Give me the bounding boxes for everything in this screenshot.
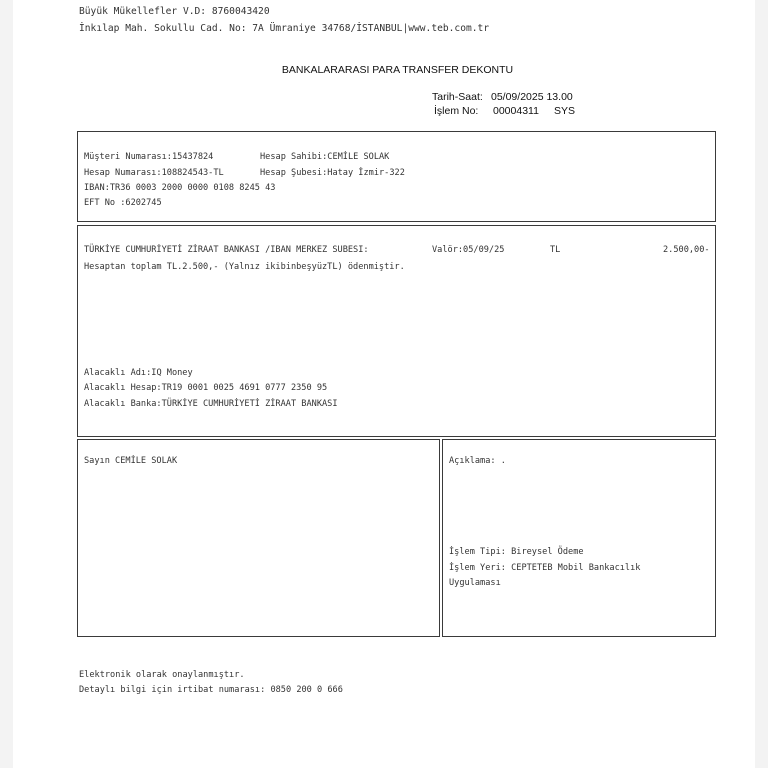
receiving-bank-branch: TÜRKİYE CUMHURİYETİ ZİRAAT BANKASI /IBAN MERKEZ SUBESI: — [84, 245, 369, 255]
account-branch-label: Hesap Şubesi: — [260, 168, 328, 178]
recipient-name — [84, 369, 193, 378]
eft-number-value: 6202745 — [125, 198, 162, 208]
account-holder-value: CEMİLE SOLAK — [327, 152, 390, 162]
transaction-place-continued: Uygulaması — [449, 578, 501, 588]
transaction-place-value: CEPTETEB Mobil Bankacılık — [511, 563, 641, 573]
tax-office-line: Büyük Mükellefler V.D: 8760043420 — [79, 6, 270, 17]
transaction-no-label: İşlem No: — [434, 105, 479, 117]
transaction-type — [449, 548, 584, 557]
payment-statement: Hesaptan toplam TL.2.500,- (Yalnız ikibinbeşyüzTL) ödenmiştir. — [84, 262, 405, 272]
valor-date — [432, 246, 504, 255]
recipient-bank-value: TÜRKİYE CUMHURİYETİ ZİRAAT BANKASI — [161, 399, 338, 409]
recipient-bank — [84, 400, 338, 409]
left-page-margin — [0, 0, 13, 768]
account-number-value: 108824543-TL — [161, 168, 224, 178]
transfer-amount: 2.500,00- — [663, 245, 710, 255]
account-branch — [260, 169, 405, 178]
recipient-bank-label: Alacaklı Banka: — [84, 399, 162, 409]
account-branch-value: Hatay İzmir-322 — [327, 168, 405, 178]
eft-number — [84, 199, 162, 208]
salutation-text: Sayın CEMİLE SOLAK — [84, 456, 178, 466]
electronic-approval-note: Elektronik olarak onaylanmıştır. — [79, 670, 245, 680]
account-number-label: Hesap Numarası: — [84, 168, 162, 178]
transaction-notes-box — [442, 439, 716, 637]
description — [449, 457, 506, 466]
iban-value: TR36 0003 2000 0000 0108 8245 43 — [109, 183, 276, 193]
currency: TL — [550, 245, 561, 255]
valor-label: Valör: — [432, 245, 464, 255]
description-label: Açıklama: — [449, 456, 496, 466]
bank-address-line: İnkılap Mah. Sokullu Cad. No: 7A Ümraniye 34768/İSTANBUL|www.teb.com.tr — [79, 23, 490, 34]
recipient-account-value: TR19 0001 0025 4691 0777 2350 95 — [161, 383, 328, 393]
contact-label: Detaylı bilgi için irtibat numarası: — [79, 685, 266, 695]
eft-number-label: EFT No : — [84, 198, 126, 208]
contact-number: 0850 200 0 666 — [270, 685, 343, 695]
recipient-name-label: Alacaklı Adı: — [84, 368, 152, 378]
transaction-place-label: İşlem Yeri: — [449, 563, 506, 573]
right-page-margin — [755, 0, 768, 768]
customer-number-label: Müşteri Numarası: — [84, 152, 172, 162]
datetime-value: 05/09/2025 13.00 — [491, 91, 573, 103]
account-holder — [260, 153, 389, 162]
recipient-account-label: Alacaklı Hesap: — [84, 383, 162, 393]
customer-number — [84, 153, 213, 162]
transaction-type-label: İşlem Tipi: — [449, 547, 506, 557]
customer-info-box — [77, 131, 716, 222]
account-number — [84, 169, 224, 178]
iban — [84, 184, 275, 193]
transaction-place — [449, 564, 640, 573]
account-holder-label: Hesap Sahibi: — [260, 152, 328, 162]
contact-info — [79, 686, 343, 695]
datetime-label: Tarih-Saat: — [432, 91, 483, 103]
document-title: BANKALARARASI PARA TRANSFER DEKONTU — [281, 64, 514, 76]
transaction-no-value: 00004311 — [493, 105, 539, 117]
salutation-box — [77, 439, 440, 637]
recipient-name-value: IQ Money — [151, 368, 193, 378]
customer-number-value: 15437824 — [171, 152, 214, 162]
description-value: . — [500, 456, 506, 466]
valor-value: 05/09/25 — [463, 245, 505, 255]
iban-label: IBAN: — [84, 183, 110, 193]
transaction-source: SYS — [554, 105, 576, 117]
transaction-type-value: Bireysel Ödeme — [511, 547, 584, 557]
transfer-details-box — [77, 225, 716, 437]
recipient-account — [84, 384, 327, 393]
